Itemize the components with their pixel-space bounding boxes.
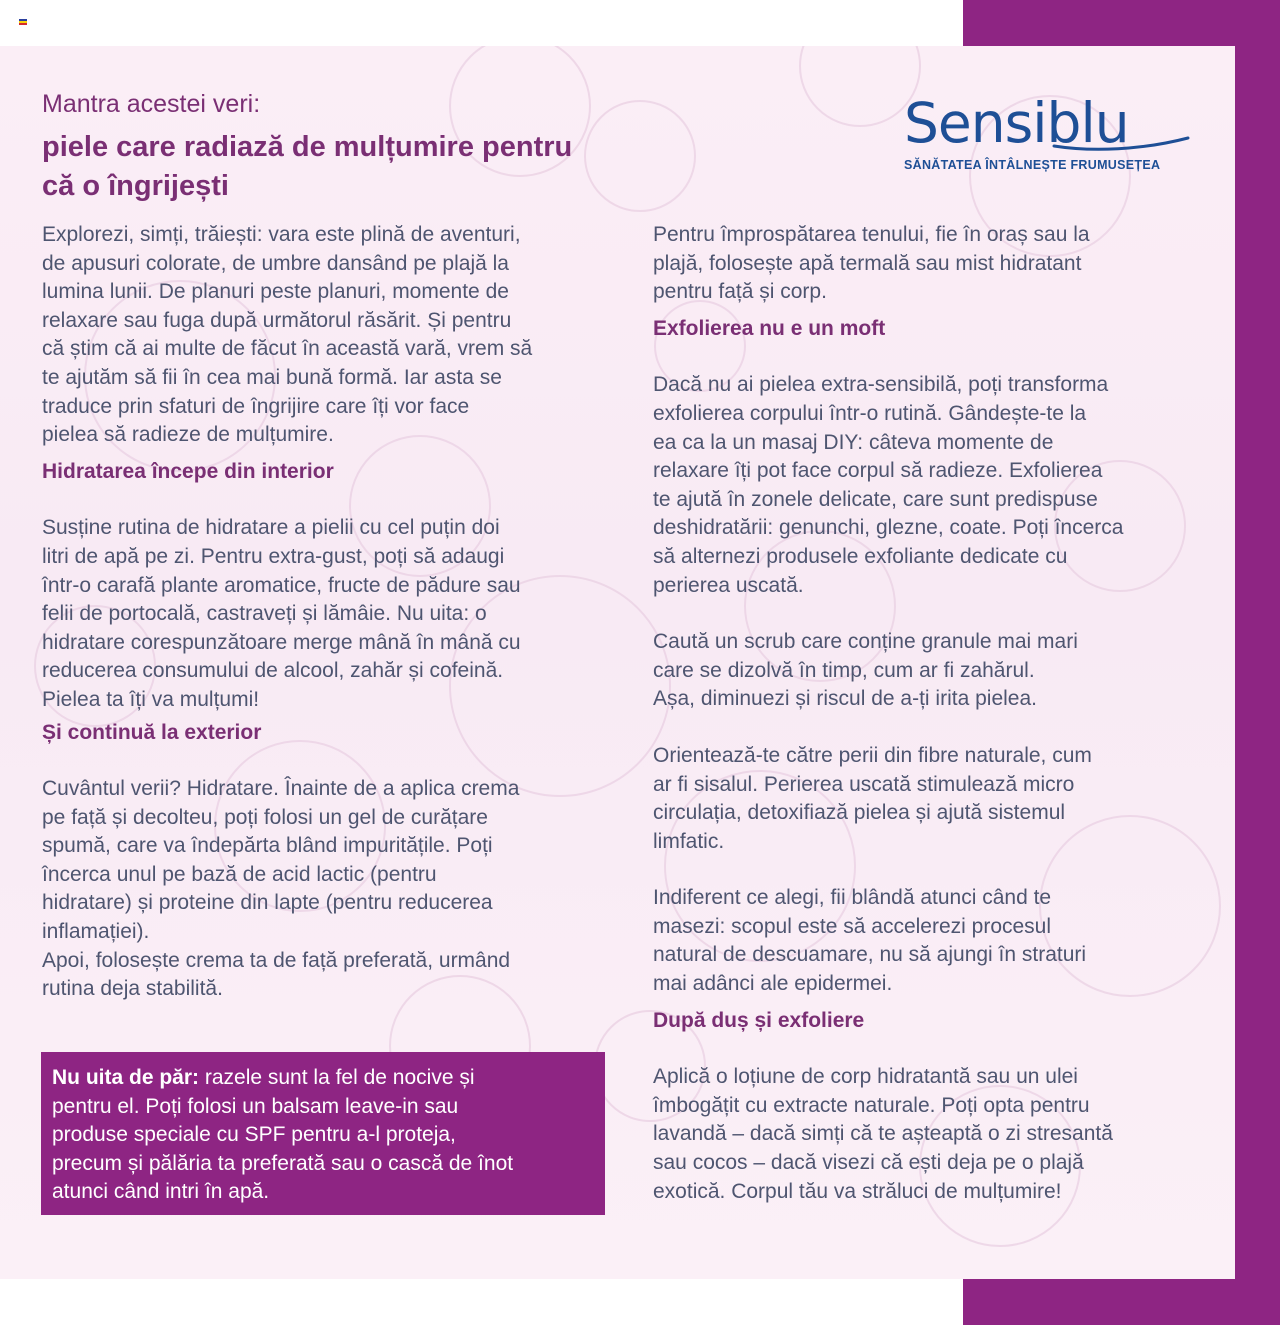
paragraph-hydration-inside: Susține rutina de hidratare a pielii cu cel puțin doi litri de apă pe zi. Pentru extra-gust, poți să adaugi într-o carafă plante aromatice, fructe de pădure sau felii de portocală, castraveți și lămâie. Nu uita: o hidratare corespunzătoare merge mână în mână cu reducerea consumului de alcool, zahăr și cofeină. Pielea ta îți va mulțumi! — [42, 516, 521, 711]
article-kicker: Mantra acestei veri: — [42, 90, 261, 118]
section-heading-hydration-inside: Hidratarea începe din interior — [42, 459, 334, 483]
left-column — [42, 221, 610, 1004]
hair-tip-box — [41, 1052, 605, 1215]
paragraph-gentle: Indiferent ce alegi, fii blândă atunci când te masezi: scopul este să accelerezi procesul natural de descuamare, nu să ajungi în straturi mai adânci ale epidermei. — [653, 886, 1087, 996]
article-panel — [0, 46, 1235, 1279]
paragraph-continue-outside: Cuvântul verii? Hidratare. Înainte de a aplica crema pe față și decolteu, poți folosi un gel de curățare spumă, care va îndepărta blând impuritățile. Poți încerca unul pe bază de acid lactic (pentru hidratare) și proteine din lapte (pentru reducerea inflamației). Apoi, folosește crema ta de față preferată, urmând rutina deja stabilită. — [42, 777, 520, 1001]
intro-paragraph: Explorezi, simți, trăiești: vara este plină de aventuri, de apusuri colorate, de umbre dansând pe plajă la lumina lunii. De planuri peste planuri, momente de relaxare sau fuga după următorul răsărit. Și pentru că știm că ai multe de făcut în această vară, vrem să te ajutăm să fii în cea mai bună formă. Iar asta se traduce prin sfaturi de îngrijire care îți vor face pielea să radieze de mulțumire. — [42, 223, 533, 447]
logo-tagline: SĂNĂTATEA ÎNTÂLNEȘTE FRUMUSEȚEA — [904, 158, 1161, 172]
right-column — [653, 221, 1198, 1206]
logo-swoosh-icon — [1052, 136, 1192, 152]
section-heading-exfoliation: Exfolierea nu e un moft — [653, 316, 886, 340]
tip-text: razele sunt la fel de nocive și pentru el. Poți folosi un balsam leave-in sau produse speciale cu SPF pentru a-l proteja, precum și pălăria ta preferată sau o cască de înot atunci când intri în apă. — [52, 1066, 514, 1204]
paragraph-exfoliation-routine: Dacă nu ai pielea extra-sensibilă, poți transforma exfolierea corpului într-o rutină. Gândește-te la ea ca la un masaj DIY: câteva momente de relaxare îți pot face corpul să radieze. Exfolierea te ajută în zonele delicate, care sunt predispuse deshidratării: genunchi, glezne, coate. Poți încerca să alternezi produsele exfoliante dedicate cu perierea uscată. — [653, 373, 1124, 597]
paragraph-brushes: Orientează-te către perii din fibre naturale, cum ar fi sisalul. Perierea uscată stimulează micro circulația, detoxifiază pielea și ajută sistemul limfatic. — [653, 743, 1092, 853]
logo-wordmark: Sensiblu — [904, 91, 1129, 155]
article-headline: piele care radiază de mulțumire pentru că o îngrijești — [42, 131, 573, 202]
section-heading-after-shower: După duș și exfoliere — [653, 1008, 865, 1032]
paragraph-refresh: Pentru împrospătarea tenului, fie în oraș sau la plajă, folosește apă termală sau mist hidratant pentru față și corp. — [653, 223, 1090, 304]
brand-logo — [904, 90, 1194, 172]
tip-label: Nu uita de păr: — [52, 1066, 200, 1089]
paragraph-after-shower: Aplică o loțiune de corp hidratantă sau un ulei îmbogățit cu extracte naturale. Poți opta pentru lavandă – dacă simți că te așteaptă o zi stresantă sau cocos – dacă visezi că ești deja pe o plajă exotică. Corpul tău va străluci de mulțumire! — [653, 1065, 1113, 1203]
flag-icon — [19, 19, 27, 25]
section-heading-continue-outside: Și continuă la exterior — [42, 720, 262, 744]
paragraph-scrub: Caută un scrub care conține granule mai mari care se dizolvă în timp, cum ar fi zahărul. Așa, diminuezi și riscul de a-ți irita pielea. — [653, 630, 1078, 711]
